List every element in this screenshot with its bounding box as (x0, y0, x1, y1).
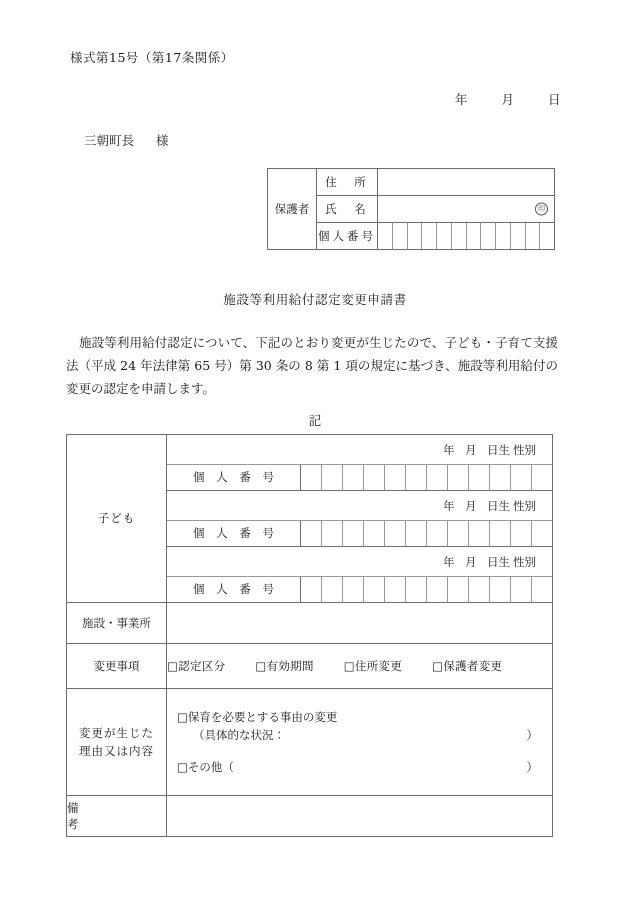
number-cell[interactable] (511, 577, 532, 602)
change-options-list (167, 658, 552, 674)
child-birth-label-part: 月 (465, 554, 477, 569)
number-cell[interactable] (301, 521, 322, 546)
number-cell[interactable] (540, 223, 554, 249)
addressee-name: 三朝町長 (84, 133, 135, 148)
reason-detail-close: ） (526, 728, 538, 743)
number-cell[interactable] (343, 577, 364, 602)
number-cell[interactable] (427, 465, 448, 490)
number-cell[interactable] (532, 521, 552, 546)
number-cell[interactable] (427, 577, 448, 602)
date-year-label: 年 (455, 92, 468, 107)
reason-option-2-close: ） (526, 759, 538, 774)
remarks-input[interactable] (167, 796, 553, 837)
facility-input[interactable] (167, 603, 553, 644)
child-mynumber-row (167, 520, 552, 546)
child-birth-row[interactable] (167, 491, 552, 520)
child-birth-row[interactable] (167, 435, 552, 464)
number-cell[interactable] (467, 223, 482, 249)
guardian-address-input[interactable] (378, 169, 555, 196)
reason-option-1-label: □保育を必要とする事由の変更 (177, 710, 338, 725)
number-cell[interactable] (511, 465, 532, 490)
child-mynumber-boxes (301, 465, 552, 490)
number-cell[interactable] (406, 465, 427, 490)
number-cell[interactable] (385, 577, 406, 602)
number-cell[interactable] (385, 465, 406, 490)
change-option-checkbox[interactable]: □認定区分 (167, 659, 226, 673)
reason-option-2[interactable] (177, 759, 542, 777)
child-mynumber-row (167, 576, 552, 602)
number-cell[interactable] (343, 521, 364, 546)
child-birth-label-part: 日生 (487, 442, 510, 457)
number-cell[interactable] (427, 521, 448, 546)
guardian-mynumber-boxes (378, 223, 554, 249)
remarks-row (67, 796, 553, 837)
reason-spacer (177, 745, 542, 759)
child-birth-row[interactable] (167, 547, 552, 576)
reason-option-2-label: □その他（ (177, 759, 234, 774)
main-table (66, 434, 553, 837)
guardian-address-row (268, 169, 555, 196)
child-entry-block (167, 435, 552, 491)
reason-label-line1: 変更が生じた (79, 725, 154, 740)
number-cell[interactable] (301, 465, 322, 490)
child-mynumber-label: 個 人 番 号 (167, 577, 301, 602)
number-cell[interactable] (526, 223, 541, 249)
child-birth-label-part: 月 (465, 498, 477, 513)
number-cell[interactable] (343, 465, 364, 490)
number-cell[interactable] (437, 223, 452, 249)
child-mynumber-boxes (301, 521, 552, 546)
guardian-address-label: 住 所 (317, 169, 378, 196)
ki-mark: 記 (308, 413, 322, 428)
number-cell[interactable] (490, 465, 511, 490)
number-cell[interactable] (448, 577, 469, 602)
number-cell[interactable] (496, 223, 511, 249)
number-cell[interactable] (322, 465, 343, 490)
number-cell[interactable] (469, 521, 490, 546)
child-birth-label-part: 月 (465, 442, 477, 457)
number-cell[interactable] (469, 465, 490, 490)
child-birth-label-part: 年 (443, 442, 455, 457)
number-cell[interactable] (406, 521, 427, 546)
number-cell[interactable] (448, 465, 469, 490)
guardian-name-input[interactable] (378, 196, 555, 223)
child-birth-label-part: 性別 (513, 554, 536, 569)
child-mynumber-boxes (301, 577, 552, 602)
reason-row (67, 689, 553, 796)
number-cell[interactable] (301, 577, 322, 602)
number-cell[interactable] (364, 465, 385, 490)
change-option-checkbox[interactable]: □保護者変更 (432, 659, 503, 673)
number-cell[interactable] (406, 577, 427, 602)
reason-option-1-detail[interactable] (177, 727, 542, 745)
change-option-checkbox[interactable]: □有効期間 (255, 659, 314, 673)
guardian-row-label: 保護者 (268, 169, 317, 250)
child-birth-labels (443, 498, 536, 514)
guardian-mynumber-label: 個人番号 (317, 223, 378, 250)
form-number: 様式第15号（第17条関係） (70, 50, 234, 65)
number-cell[interactable] (511, 521, 532, 546)
reason-body (167, 701, 552, 782)
number-cell[interactable] (322, 577, 343, 602)
number-cell[interactable] (532, 577, 552, 602)
number-cell[interactable] (448, 521, 469, 546)
child-birth-labels (443, 554, 536, 570)
number-cell[interactable] (469, 577, 490, 602)
change-option-checkbox[interactable]: □住所変更 (343, 659, 403, 673)
facility-label: 施設・事業所 (67, 603, 167, 644)
number-cell[interactable] (364, 521, 385, 546)
date-day-label: 日 (547, 92, 561, 107)
reason-option-1[interactable] (177, 709, 542, 727)
number-cell[interactable] (511, 223, 526, 249)
child-entry-block (167, 491, 552, 547)
child-label: 子ども (67, 435, 167, 603)
child-mynumber-row (167, 464, 552, 490)
number-cell[interactable] (385, 521, 406, 546)
child-birth-label-part: 日生 (487, 498, 510, 513)
guardian-table (267, 168, 555, 250)
number-cell[interactable] (490, 577, 511, 602)
number-cell[interactable] (378, 223, 393, 249)
addressee-line (84, 131, 169, 149)
reason-label (67, 689, 167, 796)
child-row (67, 435, 553, 603)
change-items-label: 変更事項 (67, 644, 167, 689)
child-blocks (167, 435, 552, 602)
child-birth-label-part: 日生 (487, 554, 510, 569)
child-birth-labels (443, 442, 536, 458)
number-cell[interactable] (452, 223, 467, 249)
guardian-name-label: 氏 名 (317, 196, 378, 223)
child-mynumber-label: 個 人 番 号 (167, 521, 301, 546)
reason-label-line2: 理由又は内容 (79, 744, 154, 758)
number-cell[interactable] (364, 577, 385, 602)
number-cell[interactable] (408, 223, 423, 249)
remarks-label: 備 考 (67, 796, 167, 837)
child-entries-cell (167, 435, 553, 603)
body-paragraph: 施設等利用給付認定について、下記のとおり変更が生じたので、子ども・子育て支援法（平成 24 年法律第 65 号）第 30 条の 8 第 1 項の規定に基づき、施設等利用給付の変更の認定を申請します。 (66, 335, 558, 397)
child-birth-label-part: 年 (443, 554, 455, 569)
child-birth-label-part: 性別 (513, 498, 536, 513)
reason-detail-open: （具体的な状況： (193, 728, 285, 743)
number-cell[interactable] (422, 223, 437, 249)
number-cell[interactable] (322, 521, 343, 546)
child-mynumber-label: 個 人 番 号 (167, 465, 301, 490)
date-line (455, 90, 560, 108)
number-cell[interactable] (532, 465, 552, 490)
facility-row (67, 603, 553, 644)
reason-content (167, 689, 553, 796)
date-month-label: 月 (501, 92, 514, 107)
number-cell[interactable] (481, 223, 496, 249)
seal-icon: 印 (535, 203, 548, 216)
child-birth-label-part: 年 (443, 498, 455, 513)
child-birth-label-part: 性別 (513, 442, 536, 457)
child-entry-block (167, 547, 552, 602)
number-cell[interactable] (490, 521, 511, 546)
number-cell[interactable] (393, 223, 408, 249)
page-title: 施設等利用給付認定変更申請書 (223, 292, 407, 307)
addressee-honorific: 様 (156, 133, 169, 148)
change-items-row (67, 644, 553, 689)
guardian-mynumber-cells[interactable] (378, 223, 555, 250)
change-items-options (167, 644, 553, 689)
